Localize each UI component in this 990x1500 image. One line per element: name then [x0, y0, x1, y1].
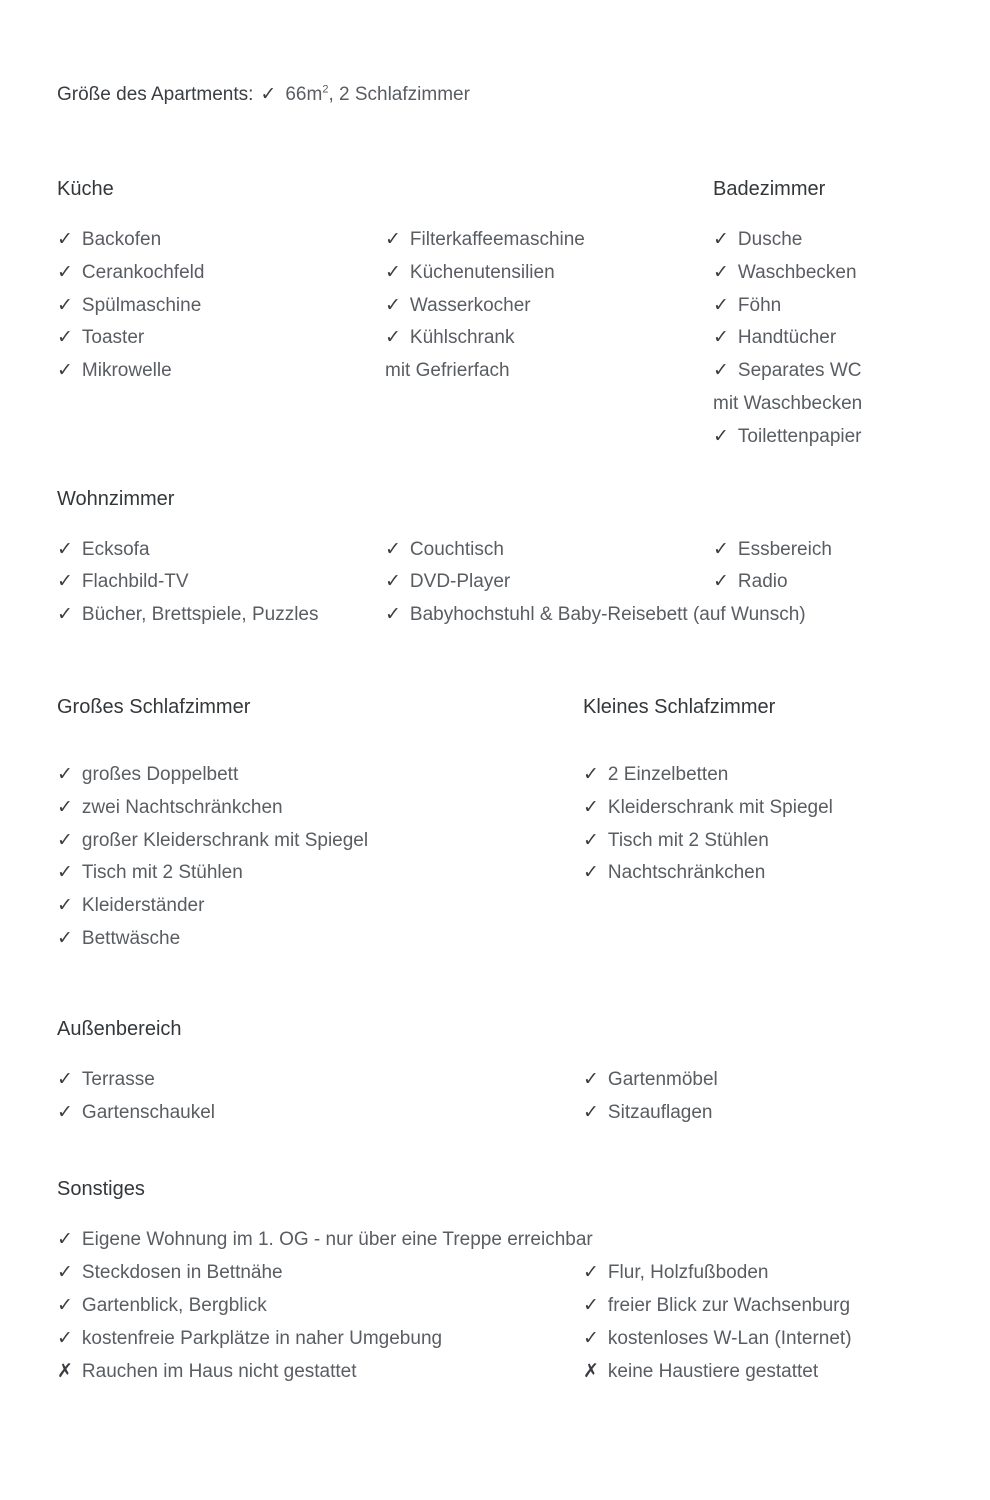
apartment-size-superscript: 2	[322, 83, 329, 96]
amenity-text: zwei Nachtschränkchen	[81, 796, 283, 818]
section-heading-row	[57, 1176, 970, 1202]
amenity-item	[57, 857, 583, 890]
amenity-item	[713, 355, 970, 388]
check-icon: ✓	[385, 538, 401, 560]
amenity-text: Dusche	[737, 229, 803, 250]
amenity-text: Wasserkocher	[409, 294, 531, 316]
check-icon: ✓	[385, 294, 401, 316]
amenity-item	[583, 792, 970, 825]
amenity-item	[57, 792, 583, 825]
amenity-item	[583, 1064, 970, 1097]
check-icon: ✓	[713, 360, 729, 382]
amenity-item	[57, 257, 385, 290]
check-icon: ✓	[385, 229, 401, 250]
amenity-item	[583, 1323, 970, 1356]
amenity-item	[713, 224, 970, 257]
check-icon: ✓	[713, 261, 729, 283]
section-sonstiges	[57, 1176, 970, 1388]
section-heading-row	[57, 694, 970, 720]
amenity-column	[583, 1064, 970, 1130]
check-icon: ✓	[57, 1327, 73, 1349]
check-icon: ✓	[583, 862, 599, 884]
amenity-column	[713, 534, 970, 632]
amenity-item	[57, 1290, 583, 1323]
section-heading: Wohnzimmer	[57, 487, 175, 510]
amenity-item	[57, 322, 385, 355]
amenity-text: Cerankochfeld	[81, 261, 205, 283]
amenity-text: Flur, Holzfußboden	[607, 1262, 769, 1284]
check-icon: ✓	[583, 796, 599, 818]
amenity-column	[583, 1257, 970, 1388]
section-body	[57, 534, 970, 632]
apartment-size-sqm: 66m	[285, 84, 323, 105]
amenity-item	[385, 257, 713, 290]
amenity-item	[57, 759, 583, 792]
check-icon: ✓	[713, 294, 729, 316]
amenity-item	[57, 599, 385, 632]
check-icon: ✓	[583, 829, 599, 851]
amenity-grid	[57, 759, 970, 956]
amenity-item	[57, 890, 583, 923]
amenity-column	[57, 534, 385, 632]
amenity-text: Babyhochstuhl & Baby-Reisebett (auf Wunsch)	[409, 604, 806, 626]
cross-icon: ✗	[57, 1360, 73, 1382]
amenity-text: Küchenutensilien	[409, 261, 555, 283]
amenity-sections	[57, 176, 970, 1388]
section-kueche-badezimmer	[57, 176, 970, 454]
amenity-item	[57, 1323, 583, 1356]
section-heading: Außenbereich	[57, 1017, 182, 1040]
section-wohnzimmer	[57, 486, 970, 632]
amenity-text: Ecksofa	[81, 538, 150, 560]
amenity-text: Backofen	[81, 229, 162, 250]
amenity-text: Gartenblick, Bergblick	[81, 1294, 267, 1316]
amenity-item	[385, 599, 806, 632]
amenity-item	[57, 1356, 583, 1389]
check-icon: ✓	[260, 84, 277, 105]
amenity-item	[583, 1097, 970, 1130]
amenity-item	[57, 290, 385, 323]
amenity-column	[583, 759, 970, 956]
amenity-item	[57, 1097, 583, 1130]
amenity-text: Flachbild-TV	[81, 571, 189, 593]
amenity-item	[57, 1257, 583, 1290]
apartment-size-value	[285, 84, 470, 105]
check-icon: ✓	[57, 796, 73, 818]
section-schlafzimmer	[57, 694, 970, 956]
amenity-text: Mikrowelle	[81, 360, 172, 382]
amenity-item	[583, 1356, 970, 1389]
amenity-text: Tisch mit 2 Stühlen	[607, 829, 769, 851]
amenity-column	[385, 224, 713, 454]
amenity-item	[713, 421, 970, 454]
check-icon: ✓	[713, 425, 729, 447]
amenity-item	[385, 224, 713, 257]
section-heading-row	[57, 1016, 970, 1042]
section-heading-row	[57, 176, 970, 202]
amenity-item	[713, 257, 970, 290]
amenity-item	[57, 566, 385, 599]
check-icon: ✓	[57, 1229, 73, 1251]
amenity-item	[57, 534, 385, 567]
section-body	[57, 1064, 970, 1130]
amenity-text: großer Kleiderschrank mit Spiegel	[81, 829, 369, 851]
check-icon: ✓	[57, 604, 73, 626]
amenity-text: Toilettenpapier	[737, 425, 862, 447]
amenity-text: großes Doppelbett	[81, 763, 239, 785]
amenity-text: Bücher, Brettspiele, Puzzles	[81, 604, 319, 626]
amenity-text: Kleiderständer	[81, 895, 205, 917]
amenity-grid	[57, 1257, 970, 1388]
amenity-text: Eigene Wohnung im 1. OG - nur über eine Treppe erreichbar	[81, 1229, 593, 1251]
check-icon: ✓	[57, 360, 73, 382]
amenity-item	[57, 355, 385, 388]
amenity-text: Nachtschränkchen	[607, 862, 766, 884]
amenity-text: Toaster	[81, 327, 145, 349]
amenity-text: Rauchen im Haus nicht gestattet	[81, 1360, 357, 1382]
amenity-item	[583, 825, 970, 858]
check-icon: ✓	[385, 571, 401, 593]
section-body	[57, 759, 970, 956]
check-icon: ✓	[713, 571, 729, 593]
check-icon: ✓	[713, 538, 729, 560]
check-icon: ✓	[57, 1262, 73, 1284]
amenity-item	[713, 388, 970, 421]
section-body	[57, 1224, 970, 1388]
amenity-item	[583, 857, 970, 890]
check-icon: ✓	[57, 1294, 73, 1316]
check-icon: ✓	[57, 763, 73, 785]
check-icon: ✓	[385, 604, 401, 626]
amenity-text: Radio	[737, 571, 788, 593]
amenity-column	[57, 224, 385, 454]
apartment-size-label: Größe des Apartments:	[57, 84, 254, 105]
amenity-item	[385, 534, 713, 567]
apartment-size-line	[57, 82, 970, 108]
cross-icon: ✗	[583, 1360, 599, 1382]
amenity-text: 2 Einzelbetten	[607, 763, 729, 785]
check-icon: ✓	[713, 229, 729, 250]
amenity-text: Bettwäsche	[81, 927, 181, 949]
check-icon: ✓	[57, 829, 73, 851]
amenity-text: Kleiderschrank mit Spiegel	[607, 796, 833, 818]
check-icon: ✓	[385, 261, 401, 283]
amenity-item	[385, 290, 713, 323]
amenity-text: Terrasse	[81, 1068, 155, 1090]
check-icon: ✓	[57, 294, 73, 316]
check-icon: ✓	[713, 327, 729, 349]
amenity-grid	[57, 1064, 970, 1130]
amenity-text: Essbereich	[737, 538, 832, 560]
amenity-text: DVD-Player	[409, 571, 511, 593]
amenity-grid	[57, 224, 970, 454]
check-icon: ✓	[57, 895, 73, 917]
section-heading: Sonstiges	[57, 1178, 145, 1201]
amenity-item	[385, 322, 713, 355]
amenity-item	[713, 290, 970, 323]
amenity-item	[57, 224, 385, 257]
amenity-text: Spülmaschine	[81, 294, 202, 316]
section-heading: Kleines Schlafzimmer	[583, 695, 776, 718]
amenity-item	[583, 1290, 970, 1323]
amenity-text: Waschbecken	[737, 261, 857, 283]
amenity-item	[57, 923, 583, 956]
check-icon: ✓	[583, 1068, 599, 1090]
check-icon: ✓	[583, 1262, 599, 1284]
amenity-text: Steckdosen in Bettnähe	[81, 1262, 283, 1284]
check-icon: ✓	[583, 1101, 599, 1123]
amenity-text: kostenfreie Parkplätze in naher Umgebung	[81, 1327, 443, 1349]
amenity-item	[57, 1064, 583, 1097]
check-icon: ✓	[57, 229, 73, 250]
check-icon: ✓	[57, 1068, 73, 1090]
section-heading: Badezimmer	[713, 178, 826, 200]
amenity-text: Handtücher	[737, 327, 837, 349]
section-aussenbereich	[57, 1016, 970, 1130]
check-icon: ✓	[583, 1327, 599, 1349]
amenity-text: Föhn	[737, 294, 782, 316]
check-icon: ✓	[57, 538, 73, 560]
amenity-item	[57, 1224, 970, 1257]
amenity-text: Separates WC	[737, 360, 862, 382]
check-icon: ✓	[57, 571, 73, 593]
amenity-text: kostenloses W-Lan (Internet)	[607, 1327, 852, 1349]
check-icon: ✓	[57, 327, 73, 349]
amenity-text: freier Blick zur Wachsenburg	[607, 1294, 851, 1316]
apartment-size-bedrooms: , 2 Schlafzimmer	[328, 84, 470, 105]
check-icon: ✓	[583, 763, 599, 785]
amenity-column	[713, 224, 970, 454]
amenity-column	[57, 1257, 583, 1388]
amenity-text: Tisch mit 2 Stühlen	[81, 862, 243, 884]
amenity-text: Kühlschrank	[409, 327, 515, 349]
amenity-grid	[57, 534, 970, 632]
amenity-item	[713, 534, 970, 567]
amenity-item	[583, 759, 970, 792]
amenity-text: Sitzauflagen	[607, 1101, 713, 1123]
amenity-item	[713, 566, 970, 599]
amenity-column	[57, 759, 583, 956]
amenity-text: Gartenmöbel	[607, 1068, 718, 1090]
section-heading: Küche	[57, 178, 114, 200]
section-heading-row	[57, 486, 970, 512]
amenity-item	[713, 322, 970, 355]
check-icon: ✓	[583, 1294, 599, 1316]
check-icon: ✓	[385, 327, 401, 349]
amenity-text: Couchtisch	[409, 538, 504, 560]
amenity-text: mit Gefrierfach	[385, 360, 510, 382]
section-heading: Großes Schlafzimmer	[57, 695, 251, 718]
amenity-item	[57, 825, 583, 858]
amenity-item	[583, 1257, 970, 1290]
amenity-text: mit Waschbecken	[713, 392, 863, 414]
amenity-text: Gartenschaukel	[81, 1101, 215, 1123]
check-icon: ✓	[57, 261, 73, 283]
amenity-column	[57, 1064, 583, 1130]
amenity-text: keine Haustiere gestattet	[607, 1360, 819, 1382]
amenity-item	[385, 566, 713, 599]
check-icon: ✓	[57, 927, 73, 949]
check-icon: ✓	[57, 1101, 73, 1123]
check-icon: ✓	[57, 862, 73, 884]
section-body	[57, 224, 970, 454]
amenity-item	[385, 355, 713, 388]
amenity-text: Filterkaffeemaschine	[409, 229, 585, 250]
